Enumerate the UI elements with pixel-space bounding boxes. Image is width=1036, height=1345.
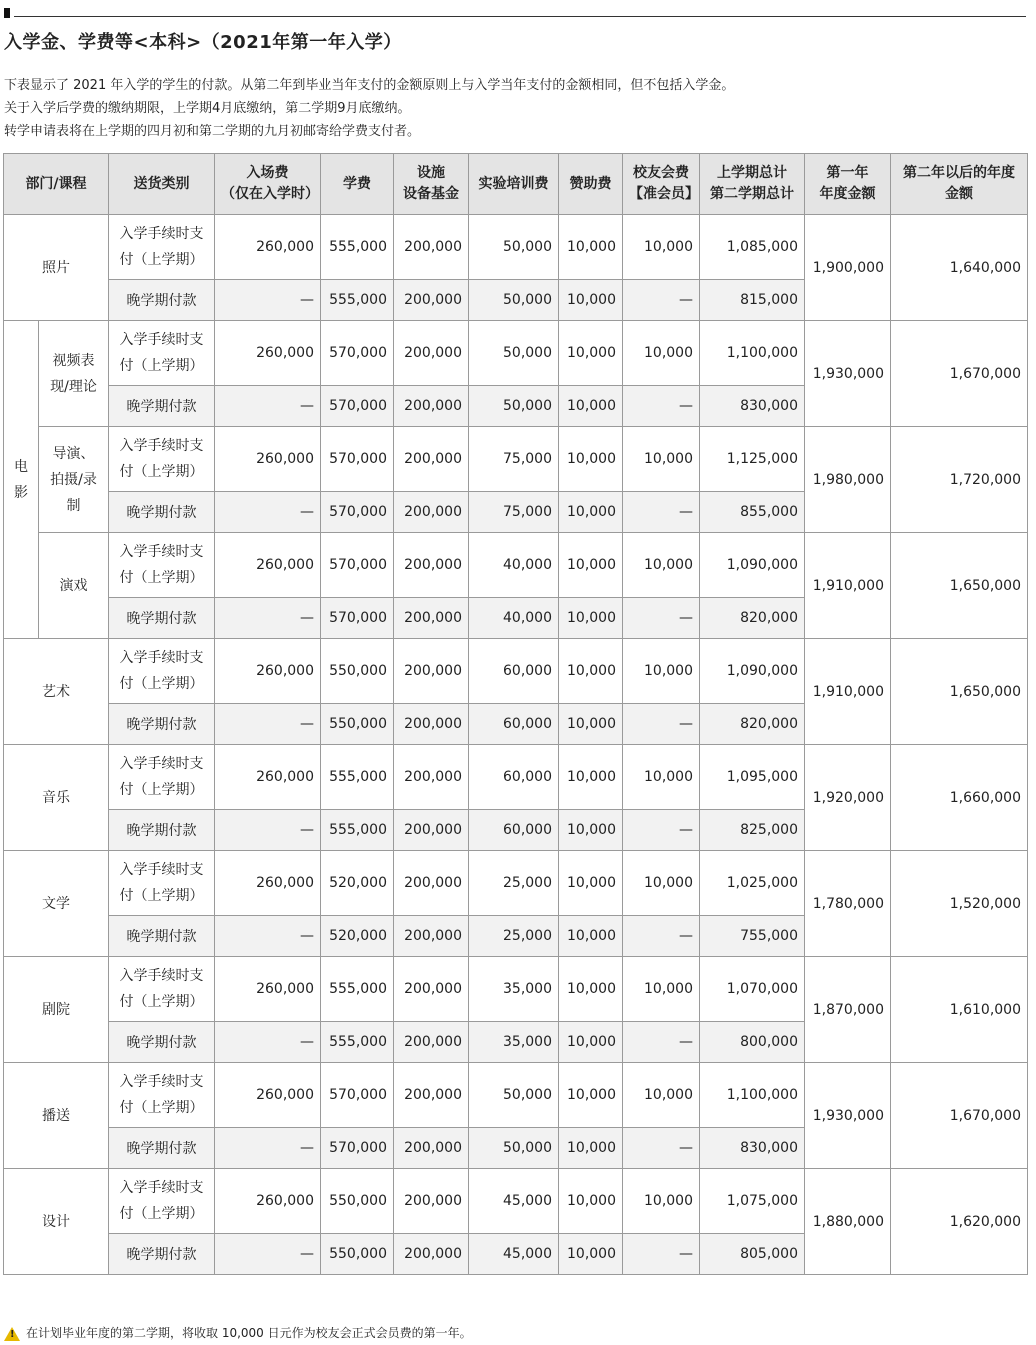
cell-semester-total: 1,085,000 [700,215,805,280]
fee-table [3,153,1028,1275]
cell-first-year-total: 1,900,000 [805,215,891,321]
payment-type-second: 晚学期付款 [109,386,215,427]
payment-type-first: 入学手续时支付（上学期） [109,321,215,386]
cell-entry-fee: — [215,1022,321,1063]
col-header-entry-fee: 入场费 （仅在入学时） [215,154,321,215]
cell-first-year-total: 1,980,000 [805,427,891,533]
cell-sponsor: 10,000 [559,1022,623,1063]
cell-first-year-total: 1,780,000 [805,851,891,957]
cell-entry-fee: 260,000 [215,851,321,916]
cell-sponsor: 10,000 [559,492,623,533]
payment-type-second: 晚学期付款 [109,280,215,321]
section-header-bar [4,8,1026,18]
dept-name: 剧院 [4,957,109,1063]
payment-type-second: 晚学期付款 [109,810,215,851]
cell-semester-total: 805,000 [700,1234,805,1275]
cell-tuition: 570,000 [321,321,394,386]
cell-lab: 50,000 [469,215,559,280]
cell-semester-total: 1,095,000 [700,745,805,810]
col-header-semester-total: 上学期总计 第二学期总计 [700,154,805,215]
cell-semester-total: 830,000 [700,1128,805,1169]
fee-row-first-semester [4,533,1028,598]
cell-first-year-total: 1,910,000 [805,533,891,639]
cell-entry-fee: 260,000 [215,639,321,704]
cell-facility: 200,000 [394,745,469,810]
cell-semester-total: 800,000 [700,1022,805,1063]
cell-alumni: 10,000 [623,215,700,280]
cell-lab: 50,000 [469,1128,559,1169]
cell-facility: 200,000 [394,1128,469,1169]
header-row [4,154,1028,215]
cell-entry-fee: — [215,280,321,321]
dept-name: 导演、拍摄/录制 [39,427,109,533]
dept-name: 照片 [4,215,109,321]
cell-tuition: 555,000 [321,745,394,810]
cell-tuition: 550,000 [321,639,394,704]
fee-row-first-semester [4,215,1028,280]
dept-name: 设计 [4,1169,109,1275]
section-divider [14,16,1026,17]
payment-type-second: 晚学期付款 [109,1128,215,1169]
page-title: 入学金、学费等<本科>（2021年第一年入学） [4,32,402,53]
cell-alumni: 10,000 [623,533,700,598]
cell-entry-fee: 260,000 [215,1063,321,1128]
cell-semester-total: 755,000 [700,916,805,957]
cell-semester-total: 1,100,000 [700,321,805,386]
cell-alumni: — [623,386,700,427]
dept-name: 演戏 [39,533,109,639]
payment-type-second: 晚学期付款 [109,1022,215,1063]
payment-type-first: 入学手续时支付（上学期） [109,851,215,916]
cell-lab: 60,000 [469,745,559,810]
cell-alumni: 10,000 [623,1063,700,1128]
col-header-tuition: 学费 [321,154,394,215]
cell-sponsor: 10,000 [559,427,623,492]
col-header-first-year: 第一年 年度金额 [805,154,891,215]
cell-lab: 60,000 [469,639,559,704]
cell-facility: 200,000 [394,851,469,916]
dept-name: 播送 [4,1063,109,1169]
footnote [4,1324,472,1341]
payment-type-first: 入学手续时支付（上学期） [109,639,215,704]
cell-alumni: 10,000 [623,745,700,810]
cell-sponsor: 10,000 [559,810,623,851]
cell-sponsor: 10,000 [559,215,623,280]
cell-tuition: 550,000 [321,704,394,745]
cell-facility: 200,000 [394,1234,469,1275]
cell-facility: 200,000 [394,598,469,639]
cell-lab: 45,000 [469,1234,559,1275]
cell-first-year-total: 1,930,000 [805,321,891,427]
cell-entry-fee: 260,000 [215,533,321,598]
cell-lab: 60,000 [469,810,559,851]
cell-facility: 200,000 [394,1063,469,1128]
cell-lab: 25,000 [469,851,559,916]
cell-entry-fee: — [215,598,321,639]
cell-later-years-total: 1,610,000 [891,957,1028,1063]
cell-alumni: — [623,492,700,533]
cell-tuition: 570,000 [321,1128,394,1169]
payment-type-first: 入学手续时支付（上学期） [109,215,215,280]
cell-first-year-total: 1,930,000 [805,1063,891,1169]
cell-sponsor: 10,000 [559,533,623,598]
col-header-alumni: 校友会费 【准会员】 [623,154,700,215]
cell-sponsor: 10,000 [559,851,623,916]
cell-later-years-total: 1,640,000 [891,215,1028,321]
fee-row-first-semester [4,639,1028,704]
cell-semester-total: 1,125,000 [700,427,805,492]
cell-lab: 35,000 [469,1022,559,1063]
cell-entry-fee: 260,000 [215,427,321,492]
cell-lab: 45,000 [469,1169,559,1234]
col-header-sponsor: 赞助费 [559,154,623,215]
fee-row-first-semester [4,851,1028,916]
cell-facility: 200,000 [394,427,469,492]
cell-tuition: 570,000 [321,533,394,598]
cell-sponsor: 10,000 [559,639,623,704]
cell-lab: 75,000 [469,492,559,533]
cell-tuition: 570,000 [321,492,394,533]
cell-lab: 40,000 [469,598,559,639]
cell-alumni: — [623,916,700,957]
cell-entry-fee: 260,000 [215,215,321,280]
cell-semester-total: 820,000 [700,598,805,639]
cell-sponsor: 10,000 [559,704,623,745]
cell-semester-total: 855,000 [700,492,805,533]
cell-lab: 50,000 [469,386,559,427]
cell-facility: 200,000 [394,1022,469,1063]
cell-lab: 60,000 [469,704,559,745]
cell-sponsor: 10,000 [559,321,623,386]
intro-line: 关于入学后学费的缴纳期限，上学期4月底缴纳，第二学期9月底缴纳。 [4,101,411,116]
cell-semester-total: 1,070,000 [700,957,805,1022]
cell-tuition: 555,000 [321,1022,394,1063]
cell-sponsor: 10,000 [559,1063,623,1128]
cell-facility: 200,000 [394,957,469,1022]
cell-entry-fee: 260,000 [215,957,321,1022]
cell-first-year-total: 1,870,000 [805,957,891,1063]
fee-row-first-semester [4,1169,1028,1234]
cell-facility: 200,000 [394,215,469,280]
cell-facility: 200,000 [394,1169,469,1234]
cell-alumni: 10,000 [623,639,700,704]
cell-entry-fee: — [215,386,321,427]
warning-icon: ! [4,1327,20,1341]
cell-lab: 40,000 [469,533,559,598]
cell-sponsor: 10,000 [559,1128,623,1169]
payment-type-second: 晚学期付款 [109,598,215,639]
cell-entry-fee: — [215,1128,321,1169]
cell-tuition: 570,000 [321,1063,394,1128]
cell-semester-total: 1,075,000 [700,1169,805,1234]
cell-tuition: 550,000 [321,1234,394,1275]
cell-sponsor: 10,000 [559,957,623,1022]
cell-later-years-total: 1,620,000 [891,1169,1028,1275]
cell-alumni: 10,000 [623,1169,700,1234]
cell-later-years-total: 1,670,000 [891,1063,1028,1169]
cell-lab: 50,000 [469,1063,559,1128]
cell-entry-fee: — [215,810,321,851]
cell-semester-total: 1,100,000 [700,1063,805,1128]
dept-name: 视频表现/理论 [39,321,109,427]
fee-table-body [4,215,1028,1275]
cell-facility: 200,000 [394,492,469,533]
cell-facility: 200,000 [394,321,469,386]
payment-type-first: 入学手续时支付（上学期） [109,1063,215,1128]
cell-lab: 50,000 [469,280,559,321]
col-header-later-years: 第二年以后的年度 金额 [891,154,1028,215]
cell-tuition: 520,000 [321,851,394,916]
col-header-dept: 部门/课程 [4,154,109,215]
cell-tuition: 570,000 [321,598,394,639]
cell-semester-total: 1,090,000 [700,533,805,598]
cell-alumni: — [623,1234,700,1275]
fee-row-first-semester [4,745,1028,810]
cell-alumni: 10,000 [623,957,700,1022]
cell-sponsor: 10,000 [559,386,623,427]
col-header-facility: 设施 设备基金 [394,154,469,215]
cell-later-years-total: 1,520,000 [891,851,1028,957]
fee-row-first-semester [4,1063,1028,1128]
cell-tuition: 555,000 [321,280,394,321]
cell-entry-fee: — [215,492,321,533]
cell-tuition: 555,000 [321,215,394,280]
cell-later-years-total: 1,650,000 [891,533,1028,639]
payment-type-second: 晚学期付款 [109,704,215,745]
fee-row-first-semester [4,957,1028,1022]
dept-name: 艺术 [4,639,109,745]
dept-name: 音乐 [4,745,109,851]
cell-first-year-total: 1,910,000 [805,639,891,745]
cell-entry-fee: 260,000 [215,321,321,386]
dept-name: 文学 [4,851,109,957]
footnote-text: 在计划毕业年度的第二学期，将收取 10,000 日元作为校友会正式会员费的第一年。 [26,1326,472,1340]
payment-type-second: 晚学期付款 [109,1234,215,1275]
cell-alumni: — [623,810,700,851]
cell-sponsor: 10,000 [559,916,623,957]
payment-type-first: 入学手续时支付（上学期） [109,533,215,598]
cell-sponsor: 10,000 [559,598,623,639]
cell-alumni: 10,000 [623,851,700,916]
cell-sponsor: 10,000 [559,280,623,321]
payment-type-second: 晚学期付款 [109,492,215,533]
cell-lab: 50,000 [469,321,559,386]
cell-first-year-total: 1,920,000 [805,745,891,851]
fee-row-first-semester [4,427,1028,492]
cell-entry-fee: — [215,1234,321,1275]
cell-alumni: — [623,1022,700,1063]
cell-alumni: — [623,1128,700,1169]
intro-line: 转学申请表将在上学期的四月初和第二学期的九月初邮寄给学费支付者。 [4,124,421,139]
cell-facility: 200,000 [394,810,469,851]
cell-alumni: 10,000 [623,321,700,386]
cell-semester-total: 1,090,000 [700,639,805,704]
cell-tuition: 550,000 [321,1169,394,1234]
cell-later-years-total: 1,670,000 [891,321,1028,427]
cell-facility: 200,000 [394,639,469,704]
cell-tuition: 570,000 [321,386,394,427]
intro-text [4,74,734,143]
cell-alumni: — [623,280,700,321]
cell-sponsor: 10,000 [559,1234,623,1275]
cell-lab: 75,000 [469,427,559,492]
section-marker [4,8,10,18]
cell-facility: 200,000 [394,916,469,957]
payment-type-first: 入学手续时支付（上学期） [109,1169,215,1234]
cell-facility: 200,000 [394,704,469,745]
cell-lab: 25,000 [469,916,559,957]
cell-later-years-total: 1,650,000 [891,639,1028,745]
payment-type-first: 入学手续时支付（上学期） [109,745,215,810]
payment-type-second: 晚学期付款 [109,916,215,957]
cell-first-year-total: 1,880,000 [805,1169,891,1275]
cell-alumni: 10,000 [623,427,700,492]
fee-row-first-semester [4,321,1028,386]
cell-entry-fee: 260,000 [215,1169,321,1234]
cell-semester-total: 820,000 [700,704,805,745]
cell-sponsor: 10,000 [559,1169,623,1234]
cell-entry-fee: — [215,704,321,745]
cell-semester-total: 815,000 [700,280,805,321]
cell-facility: 200,000 [394,533,469,598]
col-header-lab: 实验培训费 [469,154,559,215]
cell-semester-total: 825,000 [700,810,805,851]
cell-later-years-total: 1,720,000 [891,427,1028,533]
col-header-type: 送货类别 [109,154,215,215]
cell-tuition: 555,000 [321,957,394,1022]
payment-type-first: 入学手续时支付（上学期） [109,427,215,492]
cell-entry-fee: 260,000 [215,745,321,810]
cell-alumni: — [623,598,700,639]
cell-semester-total: 1,025,000 [700,851,805,916]
cell-tuition: 570,000 [321,427,394,492]
cell-alumni: — [623,704,700,745]
cell-sponsor: 10,000 [559,745,623,810]
cell-semester-total: 830,000 [700,386,805,427]
intro-line: 下表显示了 2021 年入学的学生的付款。从第二年到毕业当年支付的金额原则上与入学当年支付的金额相同，但不包括入学金。 [4,78,735,93]
dept-group-film: 电影 [4,321,39,639]
cell-entry-fee: — [215,916,321,957]
cell-tuition: 520,000 [321,916,394,957]
cell-later-years-total: 1,660,000 [891,745,1028,851]
payment-type-first: 入学手续时支付（上学期） [109,957,215,1022]
cell-tuition: 555,000 [321,810,394,851]
cell-facility: 200,000 [394,280,469,321]
cell-lab: 35,000 [469,957,559,1022]
cell-facility: 200,000 [394,386,469,427]
